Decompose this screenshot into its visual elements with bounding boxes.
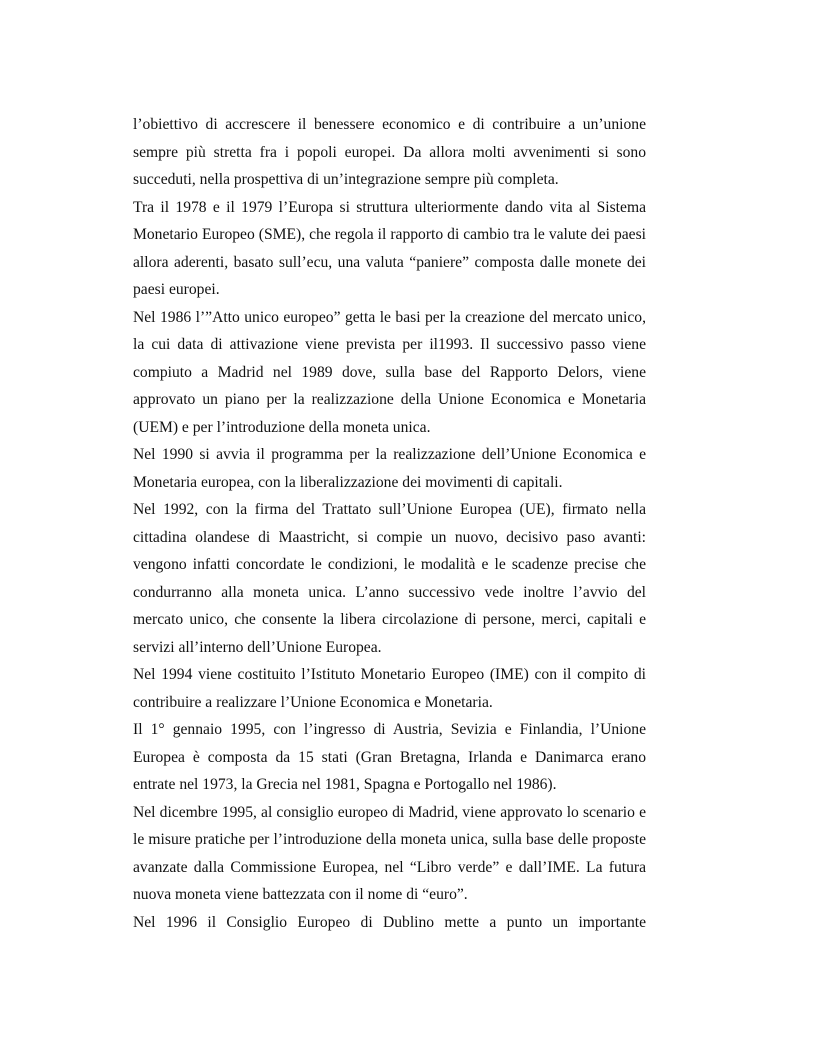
document-body <box>133 111 646 936</box>
paragraph-intro-continuation: l’obiettivo di accrescere il benessere economico e di contribuire a un’unione sempre più stretta fra i popoli europei. Da allora molti avvenimenti si sono succeduti, nella prospettiva di un’integrazione sempre più completa. <box>133 116 646 188</box>
paragraph-madrid-1995: Nel dicembre 1995, al consiglio europeo di Madrid, viene approvato lo scenario e le misure pratiche per l’introduzione della moneta unica, sulla base delle proposte avanzate dalla Commissione Europea, nel “Libro verde” e dall’IME. La futura nuova moneta viene battezzata con il nome di “euro”. <box>133 803 646 903</box>
paragraph-programma-1990: Nel 1990 si avvia il programma per la realizzazione dell’Unione Economica e Monetaria europea, con la liberalizzazione dei movimenti di capitali. <box>133 446 646 491</box>
paragraph-allargamento-1995: Il 1° gennaio 1995, con l’ingresso di Austria, Sevizia e Finlandia, l’Unione Europea è composta da 15 stati (Gran Bretagna, Irlanda e Danimarca erano entrate nel 1973, la Grecia nel 1981, Spagna e Portogallo nel 1986). <box>133 721 646 793</box>
paragraph-ime-1994: Nel 1994 viene costituito l’Istituto Monetario Europeo (IME) con il compito di contribuire a realizzare l’Unione Economica e Monetaria. <box>133 666 646 711</box>
paragraph-sme-1978: Tra il 1978 e il 1979 l’Europa si struttura ulteriormente dando vita al Sistema Monetario Europeo (SME), che regola il rapporto di cambio tra le valute dei paesi allora aderenti, basato sull’ecu, una valuta “paniere” composta dalle monete dei paesi europei. <box>133 198 646 298</box>
paragraph-atto-unico-1986: Nel 1986 l’”Atto unico europeo” getta le basi per la creazione del mercato unico, la cui data di attivazione viene prevista per il1993. Il successivo passo viene compiuto a Madrid nel 1989 dove, sulla base del Rapporto Delors, viene approvato un piano per la realizzazione della Unione Economica e Monetaria (UEM) e per l’introduzione della moneta unica. <box>133 308 646 436</box>
paragraph-dublino-1996: Nel 1996 il Consiglio Europeo di Dublino mette a punto un importante <box>133 913 646 931</box>
paragraph-maastricht-1992: Nel 1992, con la firma del Trattato sull’Unione Europea (UE), firmato nella cittadina olandese di Maastricht, si compie un nuovo, decisivo paso avanti: vengono infatti concordate le condizioni, le modalità e le scadenze precise che condurranno alla moneta unica. L’anno successivo vede inoltre l’avvio del mercato unico, che consente la libera circolazione di persone, merci, capitali e servizi all’interno dell’Unione Europea. <box>133 501 646 656</box>
